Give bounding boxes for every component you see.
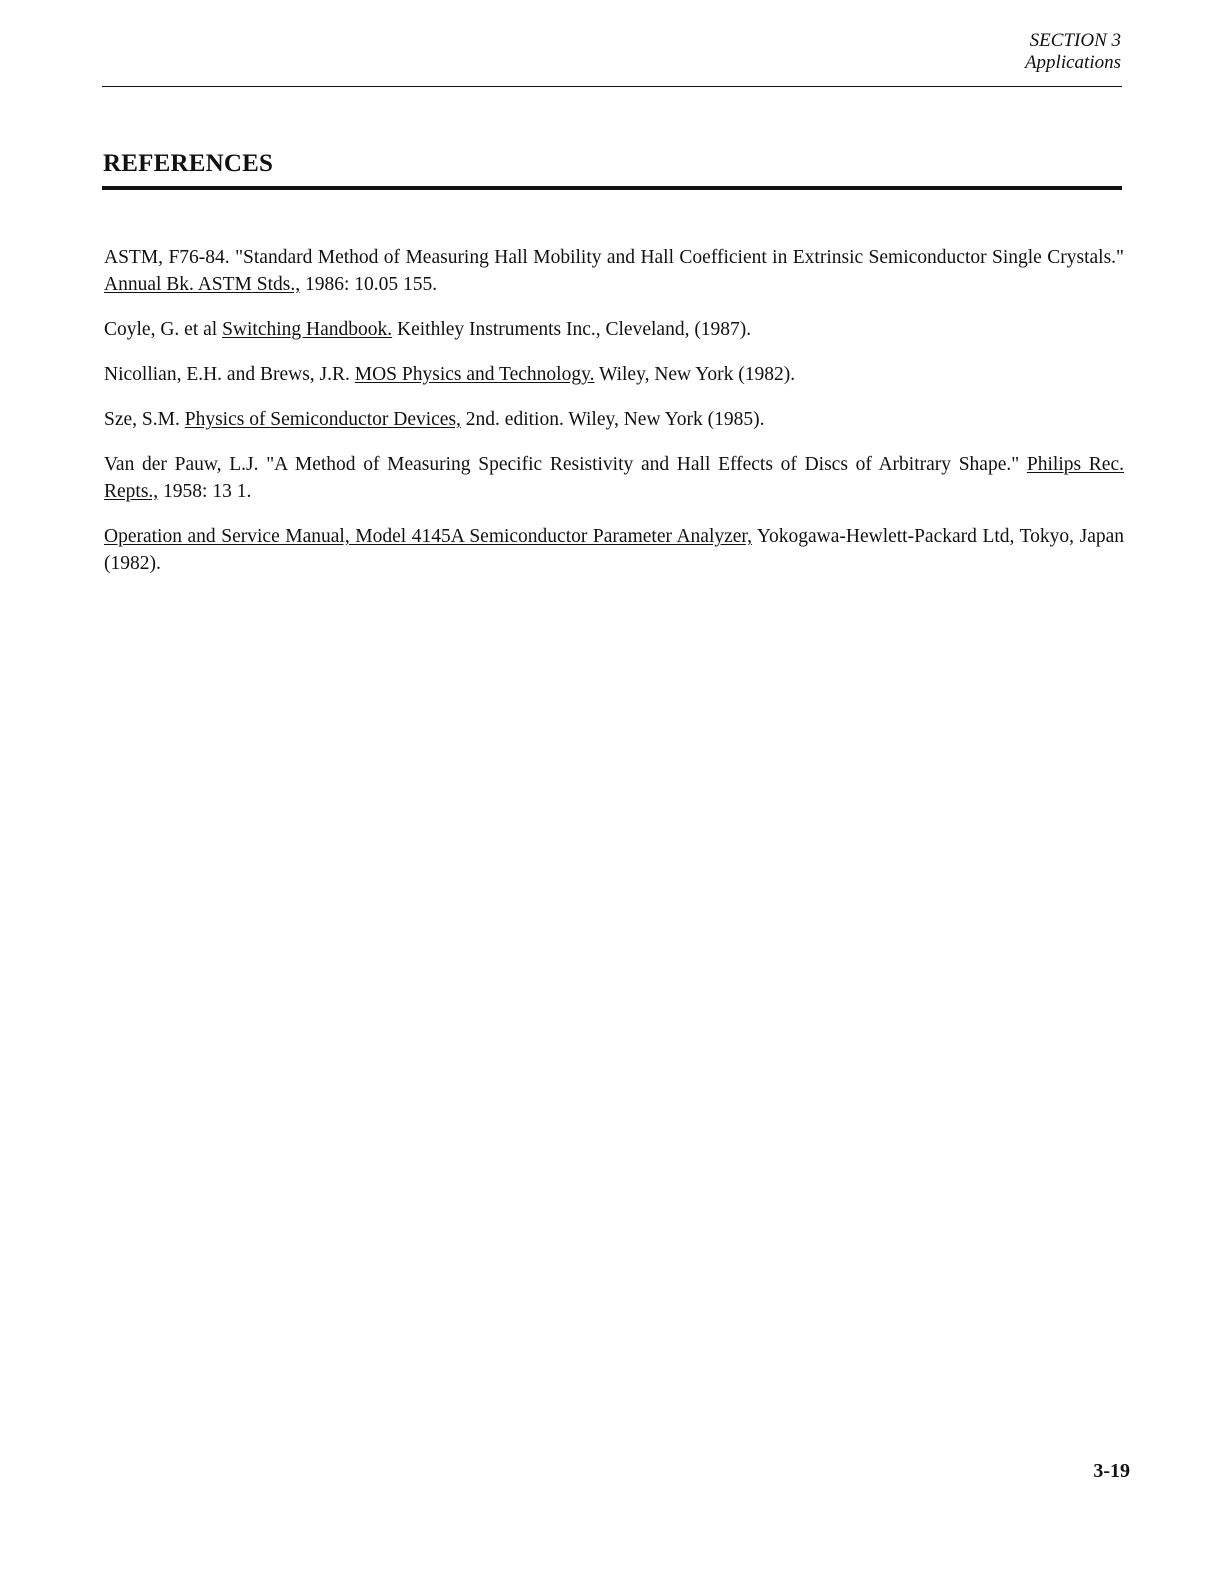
reference-text: ASTM, F76-84. "Standard Method of Measuring Hall Mobility and Hall Coefficient in Extrinsic Semiconductor Single Crystals." [104,247,1124,268]
page-title: REFERENCES [103,150,274,177]
page-number: 3-19 [1093,1460,1130,1482]
reference-text: 1958: 13 1. [158,481,252,502]
header-divider [102,86,1122,87]
reference-item [104,244,1124,298]
section-label: SECTION 3 [1029,30,1121,51]
reference-text: Sze, S.M. [104,409,185,430]
reference-text: Van der Pauw, L.J. "A Method of Measuring Specific Resistivity and Hall Effects of Discs of Arbitrary Shape." [104,454,1027,475]
reference-item [104,523,1124,577]
reference-list [104,244,1124,595]
reference-text: 1986: 10.05 155. [300,274,438,295]
reference-source-title: Physics of Semiconductor Devices, [184,409,461,430]
section-subtitle: Applications [1024,52,1121,73]
reference-text: Nicollian, E.H. and Brews, J.R. [104,364,355,385]
reference-source-title: Philips Rec. Repts., [104,454,1124,502]
running-header [1025,30,1121,74]
reference-item [104,361,1124,388]
reference-text: Keithley Instruments Inc., Cleveland, (1987). [392,319,752,340]
reference-text: Yokogawa-Hewlett-Packard Ltd, Tokyo, Japan (1982). [104,526,1124,574]
reference-source-title: Operation and Service Manual, Model 4145A Semiconductor Parameter Analyzer, [104,526,753,547]
reference-text: 2nd. edition. Wiley, New York (1985). [460,409,765,430]
reference-text: Wiley, New York (1982). [594,364,796,385]
title-divider [102,186,1122,190]
reference-item [104,406,1124,433]
reference-text: Coyle, G. et al [104,319,223,340]
reference-item [104,451,1124,505]
reference-source-title: MOS Physics and Technology. [354,364,595,385]
reference-source-title: Switching Handbook. [222,319,393,340]
reference-item [104,316,1124,343]
reference-source-title: Annual Bk. ASTM Stds., [104,274,301,295]
